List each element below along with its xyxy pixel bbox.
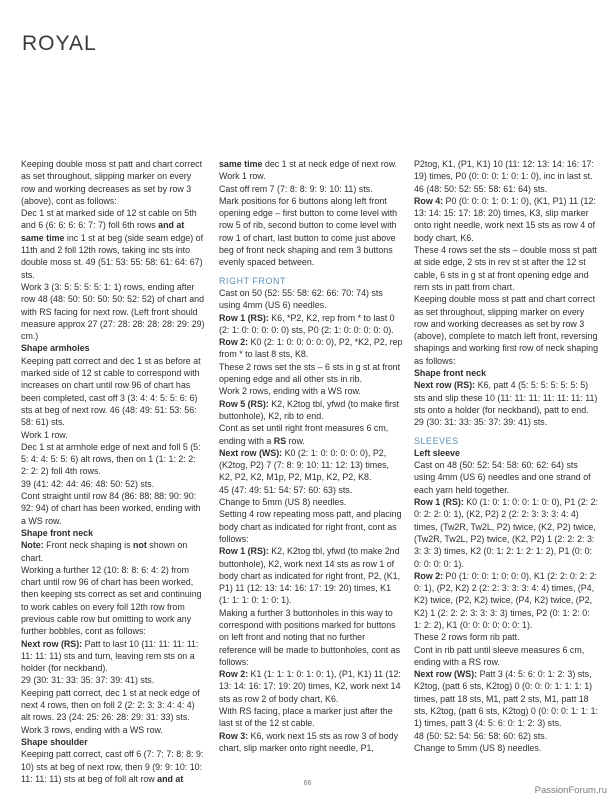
text-run: Making a further 3 buttonholes in this way to correspond with positions marked for buttons on left front and noting that no further reference will be made to buttonholes, cont as follows: <box>219 607 401 667</box>
text-run: K0 (2: 1: 0: 0: 0: 0: 0), P2, (K2tog, P2) 7 (7: 8: 9: 10: 11: 12: 13) times, K2, P2, K2, M1p, P2, M1p, K2, P2, K8. <box>219 447 390 483</box>
text-run: Working a further 12 (10: 8: 8: 6: 4: 2) from chart until row 96 of chart has been worked, then keeping sts correct as set and continuing to work cables on every foll 12th row from previous cable row but omitting to work any further bobbles, cont as follows: <box>21 564 202 637</box>
text-run: Keeping patt correct and dec 1 st as before at marked side of 12 st cable to correspond with increases on chart until row 96 of chart has been completed, cast off 3 (3: 4: 4: 5: 5: 6: 6) sts at beg of next row. 46 (48: 49: 51: 53: 56: 58: 61) sts. <box>21 355 201 428</box>
paragraph <box>219 170 403 182</box>
paragraph <box>219 158 403 170</box>
paragraph <box>219 287 403 312</box>
bold-text: Note: <box>21 540 44 551</box>
paragraph <box>219 496 403 508</box>
paragraph <box>219 484 403 496</box>
text-run: These 4 rows set the sts – double moss st patt at side edge, 2 sts in rev st st after the 12 st cable, 6 sts in g st at front opening edge and rem sts in patt from chart. <box>414 245 598 292</box>
paragraph <box>414 244 598 293</box>
bold-text: and at same time <box>21 220 185 243</box>
paragraph <box>21 724 205 736</box>
bold-text: Row 2: <box>219 337 249 348</box>
text-run: K0 (2: 1: 0: 0: 0: 0: 0), P2, *K2, P2, rep from * to last 8 sts, K8. <box>219 337 403 360</box>
paragraph <box>21 441 205 478</box>
text-run: Dec 1 st at armhole edge of next and foll 5 (5: 5: 4: 4: 5: 5: 6) alt rows, then on 1 (1: 1: 2: 2: 2: 2: 2) foll 4th rows. <box>21 441 201 477</box>
text-run: Keeping double moss st patt and chart correct as set throughout, slipping marker on every row and working decreases as set by row 3 (above), cont as follows: <box>21 159 203 206</box>
paragraph <box>414 183 598 195</box>
paragraph <box>219 705 403 730</box>
paragraph <box>414 668 598 729</box>
text-run: K1 (1: 1: 1: 0: 1: 0: 1), (P1, K1) 11 (12: 13: 14: 16: 17: 19: 20) times, K2, work next 14 sts as row 2 of body chart, K6. <box>219 669 401 704</box>
paragraph <box>414 379 598 416</box>
paragraph <box>21 207 205 281</box>
paragraph <box>21 490 205 527</box>
text-run: These 2 rows form rib patt. <box>414 632 520 643</box>
section-heading: RIGHT FRONT <box>219 275 287 286</box>
paragraph <box>21 478 205 490</box>
text-run: Cast on 50 (52: 55: 58: 62: 66: 70: 74) sts using 4mm (US 6) needles. <box>219 287 383 311</box>
bold-text: Row 1 (RS): <box>414 497 464 508</box>
text-column-middle <box>219 158 403 754</box>
bold-text: Row 2: <box>219 669 249 680</box>
paragraph <box>219 422 403 447</box>
text-run: Keeping double moss st patt and chart correct as set throughout, slipping marker on every row and working decreases as set by row 3 (above), complete to match left front, reversing shapings and working first row of neck shaping as follows: <box>414 294 599 366</box>
paragraph <box>414 496 598 570</box>
bold-text: Row 1 (RS): <box>219 546 269 557</box>
bold-text: Row 4: <box>414 195 444 206</box>
text-run: row. <box>286 435 305 446</box>
text-run: Change to 5mm (US 8) needles. <box>219 497 347 508</box>
text-run: K6, *P2, K2, rep from * to last 0 (2: 1: 0: 0: 0: 0: 0) sts, P0 (2: 1: 0: 0: 0: 0: 0). <box>219 312 395 335</box>
text-run: Work 3 rows, ending with a WS row. <box>21 724 163 735</box>
paragraph <box>219 312 403 337</box>
paragraph <box>21 429 205 441</box>
text-run: Mark positions for 6 buttons along left front opening edge – first button to come level with row 5 of rib, second button to come level with row 1 of chart, last button to come just above beg of front neck shaping and rem 3 buttons evenly spaced between. <box>219 195 398 268</box>
text-run: 48 (50: 52: 54: 56: 58: 60: 62) sts. <box>414 730 548 741</box>
paragraph <box>219 730 403 755</box>
text-run: inc 1 st at beg (side seam edge) of 11th and 2 foll 12th rows, taking inc sts into double moss st. 49 (51: 53: 55: 58: 61: 64: 67) sts. <box>21 232 204 280</box>
text-run: P0 (0: 0: 0: 1: 0: 1: 0), (K1, P1) 11 (12: 13: 14: 15: 17: 18: 20) times, K3, slip marker onto right needle, work next 15 sts as row 4 of body chart, K6. <box>414 195 596 243</box>
text-run: 46 (48: 50: 52: 55: 58: 61: 64) sts. <box>414 183 548 194</box>
text-run: P2tog, K1, (P1, K1) 10 (11: 12: 13: 14: 16: 17: 19) times, P0 (0: 0: 0: 1: 0: 1: 0), inc in last st. <box>414 159 594 182</box>
paragraph <box>219 336 403 361</box>
text-run: 29 (30: 31: 33: 35: 37: 39: 41) sts. <box>21 675 155 686</box>
section-subheading: Shape front neck <box>21 527 94 538</box>
paragraph <box>21 158 205 207</box>
text-run: K0 (1: 0: 1: 0: 0: 1: 0: 0), P1 (2: 2: 0: 2: 2: 0: 1), (K2, P2) 2 (2: 2: 3: 3: 3: 4: 4) times, (Tw2R, Tw2L, P2) twice, (K2, P2) twice, (Tw2R, Tw2L, P2) twice, (K2, P2) 1 (2: 2: 2: 3: 3: 3: 3) times, K2 (0: 1: 2: 1: 2: 1: 2), P1 (0: 0: 0: 0: 0: 0: 1). <box>414 497 598 569</box>
paragraph <box>414 416 598 428</box>
text-run: shown on chart. <box>21 540 188 563</box>
bold-text: RS <box>273 435 287 446</box>
text-run: Cont in rib patt until sleeve measures 6 cm, ending with a RS row. <box>414 644 585 667</box>
text-run: K2, K2tog tbl, yfwd (to make first buttonhole), K2, rib to end. <box>219 398 400 421</box>
paragraph <box>219 385 403 397</box>
page-title: ROYAL <box>22 32 97 55</box>
paragraph <box>21 674 205 686</box>
text-run: 39 (41: 42: 44: 46: 48: 50: 52) sts. <box>21 478 155 489</box>
paragraph <box>414 293 598 367</box>
paragraph <box>21 687 205 724</box>
paragraph <box>21 638 205 675</box>
text-run: Work 1 row. <box>21 429 68 440</box>
text-run: Front neck shaping is <box>43 540 133 551</box>
paragraph <box>414 730 598 742</box>
text-run: 29 (30: 31: 33: 35: 37: 39: 41) sts. <box>414 417 548 428</box>
bold-text: Row 1 (RS): <box>219 312 269 323</box>
paragraph <box>219 195 403 269</box>
text-run: Cont straight until row 84 (86: 88: 88: 90: 90: 92: 94) of chart has been worked, ending with a WS row. <box>21 491 201 526</box>
paragraph <box>414 644 598 669</box>
paragraph <box>414 158 598 183</box>
paragraph <box>21 564 205 638</box>
section-heading: SLEEVES <box>414 435 459 446</box>
text-run: Keeping patt correct, cast off 6 (7: 7: 7: 8: 8: 9: 10) sts at beg of next row, then 9 (9: 9: 10: 10: 11: 11: 11) sts at beg of foll alt row <box>21 749 204 784</box>
bold-text: Row 3: <box>219 730 249 741</box>
bold-text: same time <box>219 159 263 169</box>
text-run: Cont as set until right front measures 6 cm, ending with a <box>219 423 389 446</box>
text-run: Cast off rem 7 (7: 8: 8: 9: 9: 10: 11) sts. <box>219 183 373 194</box>
watermark: PassionForum.ru <box>534 785 607 796</box>
page-number: 66 <box>303 780 312 787</box>
section-subheading: Shape front neck <box>414 368 487 379</box>
text-run: These 2 rows set the sts – 6 sts in g st at front opening edge and all other sts in rib. <box>219 361 401 385</box>
bold-text: Next row (RS): <box>21 638 83 649</box>
paragraph <box>219 398 403 423</box>
text-run: Change to 5mm (US 8) needles. <box>414 742 542 753</box>
paragraph <box>219 668 403 705</box>
text-column-left <box>21 158 205 785</box>
section-subheading: Left sleeve <box>414 447 460 458</box>
section-subheading: Shape shoulder <box>21 736 88 747</box>
bold-text: Row 5 (RS): <box>219 398 269 409</box>
text-run: Keeping patt correct, dec 1 st at neck edge of next 4 rows, then on foll 2 (2: 2: 3: 3: 4: 4: 4) alt rows. 23 (24: 25: 26: 28: 29: 31: 33) sts. <box>21 687 200 723</box>
paragraph <box>21 539 205 564</box>
paragraph <box>21 281 205 342</box>
bold-text: and at <box>157 773 184 784</box>
paragraph <box>219 508 403 545</box>
text-run: K6, patt 4 (5: 5: 5: 5: 5: 5: 5) sts and slip these 10 (11: 11: 11: 11: 11: 11: 11) sts onto a holder (for neckband), patt to end. <box>414 380 598 415</box>
text-run: dec 1 st at neck edge of next row. <box>262 159 398 169</box>
text-run: K6, work next 15 sts as row 3 of body chart, slip marker onto right needle, P1, <box>219 730 399 753</box>
section-subheading: Shape armholes <box>21 343 90 354</box>
paragraph <box>219 183 403 195</box>
text-run: Patt 3 (4: 5: 6: 0: 1: 2: 3) sts, K2tog, (patt 6 sts, K2tog) 0 (0: 0: 0: 1: 1: 1: 1) times, patt 18 sts, M1, patt 2 sts, M1, patt 18 sts, K2tog, (patt 6 sts, K2tog) 0 (0: 0: 0: 1: 1: 1: 1) times, patt 3 (4: 5: 6: 0: 1: 2: 3) sts. <box>414 669 599 729</box>
paragraph <box>219 361 403 386</box>
text-run: Patt to last 10 (11: 11: 11: 11: 11: 11: 11) sts and turn, leaving rem sts on a holder (for neckband). <box>21 638 199 674</box>
text-run: With RS facing, place a marker just after the last st of the 12 st cable. <box>219 706 393 729</box>
bold-text: Next row (RS): <box>414 380 476 391</box>
paragraph <box>414 742 598 754</box>
paragraph <box>219 607 403 668</box>
text-run: Work 1 row. <box>219 171 266 182</box>
paragraph <box>414 631 598 643</box>
paragraph <box>414 459 598 496</box>
paragraph <box>414 570 598 631</box>
bold-text: Next row (WS): <box>414 669 478 680</box>
text-run: P0 (1: 0: 0: 1: 0: 0: 0), K1 (2: 2: 0: 2: 2: 0: 1), (P2, K2) 2 (2: 2: 3: 3: 3: 4: 4) times, (P4, K2) twice, (P2, K2) twice, (P4, K2) twice, (P2, K2) 1 (2: 2: 2: 3: 3: 3: 3) times, P2 (0: 1: 2: 0: 1: 2: 2), K1 (0: 0: 0: 0: 0: 0: 1). <box>414 570 598 630</box>
paragraph <box>219 545 403 606</box>
text-run: K2, K2tog tbl, yfwd (to make 2nd buttonhole), K2, work next 14 sts as row 1 of body chart as indicated for right front, P2, (K1, P1) 11 (12: 13: 14: 16: 17: 19: 20) times, K1 (1: 1: 1: 0: 1: 0: 1). <box>219 546 401 606</box>
bold-text: not <box>132 540 147 551</box>
text-run: Setting 4 row repeating moss patt, and placing body chart as indicated for right front, cont as follows: <box>219 509 402 544</box>
text-run: Work 3 (3: 5: 5: 5: 5: 1: 1) rows, ending after row 48 (48: 50: 50: 50: 50: 52: 52) of chart and with RS facing for next row. (Left front should measure approx 27 (27: 28: 28: 28: 28: 29: 29) cm.) <box>21 281 205 342</box>
bold-text: Next row (WS): <box>219 447 283 458</box>
paragraph <box>21 355 205 429</box>
text-run: 45 (47: 49: 51: 54: 57: 60: 63) sts. <box>219 484 353 495</box>
text-run: Dec 1 st at marked side of 12 st cable on 5th and 6 (6: 6: 6: 6: 7: 7) foll 6th rows <box>21 208 197 231</box>
paragraph <box>414 195 598 244</box>
bold-text: Row 2: <box>414 570 444 581</box>
text-run: Cast on 48 (50: 52: 54: 58: 60: 62: 64) sts using 4mm (US 6) needles and one strand of each yarn held together. <box>414 460 591 495</box>
paragraph <box>219 447 403 484</box>
text-column-right <box>414 158 598 754</box>
text-run: Work 2 rows, ending with a WS row. <box>219 386 361 397</box>
